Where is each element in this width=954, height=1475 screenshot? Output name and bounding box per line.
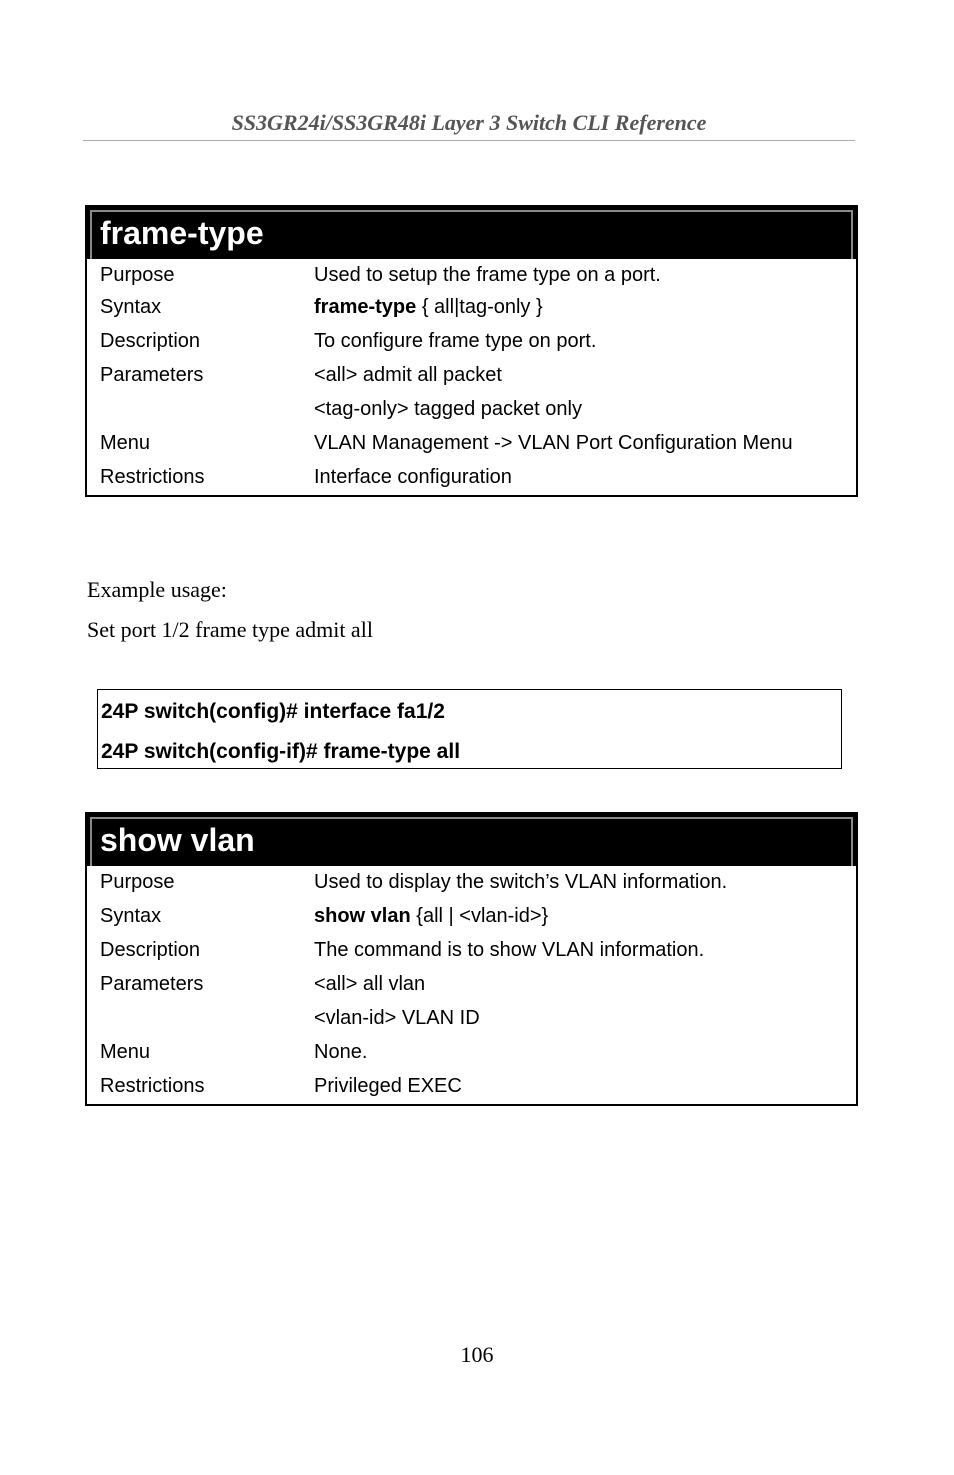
parameters-row-continued (87, 1006, 856, 1030)
purpose-row (87, 870, 856, 894)
page-number: 106 (460, 1342, 494, 1367)
row-value: Used to display the switch’s VLAN information. (314, 871, 728, 893)
row-label: Description (100, 939, 201, 961)
syntax-row (87, 295, 856, 319)
command-title: frame-type (100, 215, 264, 251)
row-label: Parameters (100, 973, 204, 995)
row-label: Restrictions (100, 1075, 205, 1097)
syntax-arguments: {all | <vlan-id>} (410, 905, 549, 927)
row-label: Menu (100, 432, 151, 454)
parameter-item: <all> all vlan (314, 973, 426, 995)
row-value: To configure frame type on port. (314, 330, 597, 352)
row-label: Purpose (100, 264, 175, 286)
row-label: Purpose (100, 871, 175, 893)
parameters-row-continued (87, 397, 856, 421)
running-header: SS3GR24i/SS3GR48i Layer 3 Switch CLI Reference (231, 110, 707, 135)
frame-type-title-bar (87, 205, 856, 259)
example-text: Set port 1/2 frame type admit all (87, 617, 373, 642)
syntax-value (314, 295, 856, 319)
show-vlan-command-table (85, 812, 858, 1106)
row-label: Description (100, 330, 201, 352)
parameter-item: <vlan-id> VLAN ID (314, 1007, 480, 1029)
code-line: 24P switch(config)# interface fa1/2 (101, 700, 445, 723)
syntax-command: frame-type (314, 296, 417, 318)
row-label: Syntax (100, 296, 162, 318)
row-value: None. (314, 1041, 368, 1063)
header-rule (83, 140, 855, 141)
row-value: Used to setup the frame type on a port. (314, 264, 661, 286)
parameter-item: <all> admit all packet (314, 364, 502, 386)
row-label: Restrictions (100, 466, 205, 488)
row-value: VLAN Management -> VLAN Port Configuration Menu (314, 432, 793, 454)
parameters-row (87, 363, 856, 387)
syntax-arguments: { all|tag-only } (416, 296, 543, 318)
row-value: Interface configuration (314, 466, 512, 488)
row-label: Menu (100, 1041, 151, 1063)
parameter-item: <tag-only> tagged packet only (314, 398, 582, 420)
menu-row (87, 431, 856, 455)
syntax-value (314, 904, 856, 928)
command-title: show vlan (100, 822, 255, 858)
example-heading: Example usage: (87, 577, 227, 602)
parameters-row (87, 972, 856, 996)
description-row (87, 938, 856, 962)
syntax-command: show vlan (314, 905, 411, 927)
row-value: The command is to show VLAN information. (314, 939, 705, 961)
purpose-row (87, 263, 856, 287)
menu-row (87, 1040, 856, 1064)
example-code-box (97, 689, 842, 769)
frame-type-command-table (85, 205, 858, 497)
restrictions-row (87, 465, 856, 489)
description-row (87, 329, 856, 353)
show-vlan-title-bar (87, 812, 856, 866)
row-label: Parameters (100, 364, 204, 386)
row-value: Privileged EXEC (314, 1075, 462, 1097)
syntax-row (87, 904, 856, 928)
restrictions-row (87, 1074, 856, 1098)
code-line: 24P switch(config-if)# frame-type all (101, 740, 461, 763)
row-label: Syntax (100, 905, 162, 927)
